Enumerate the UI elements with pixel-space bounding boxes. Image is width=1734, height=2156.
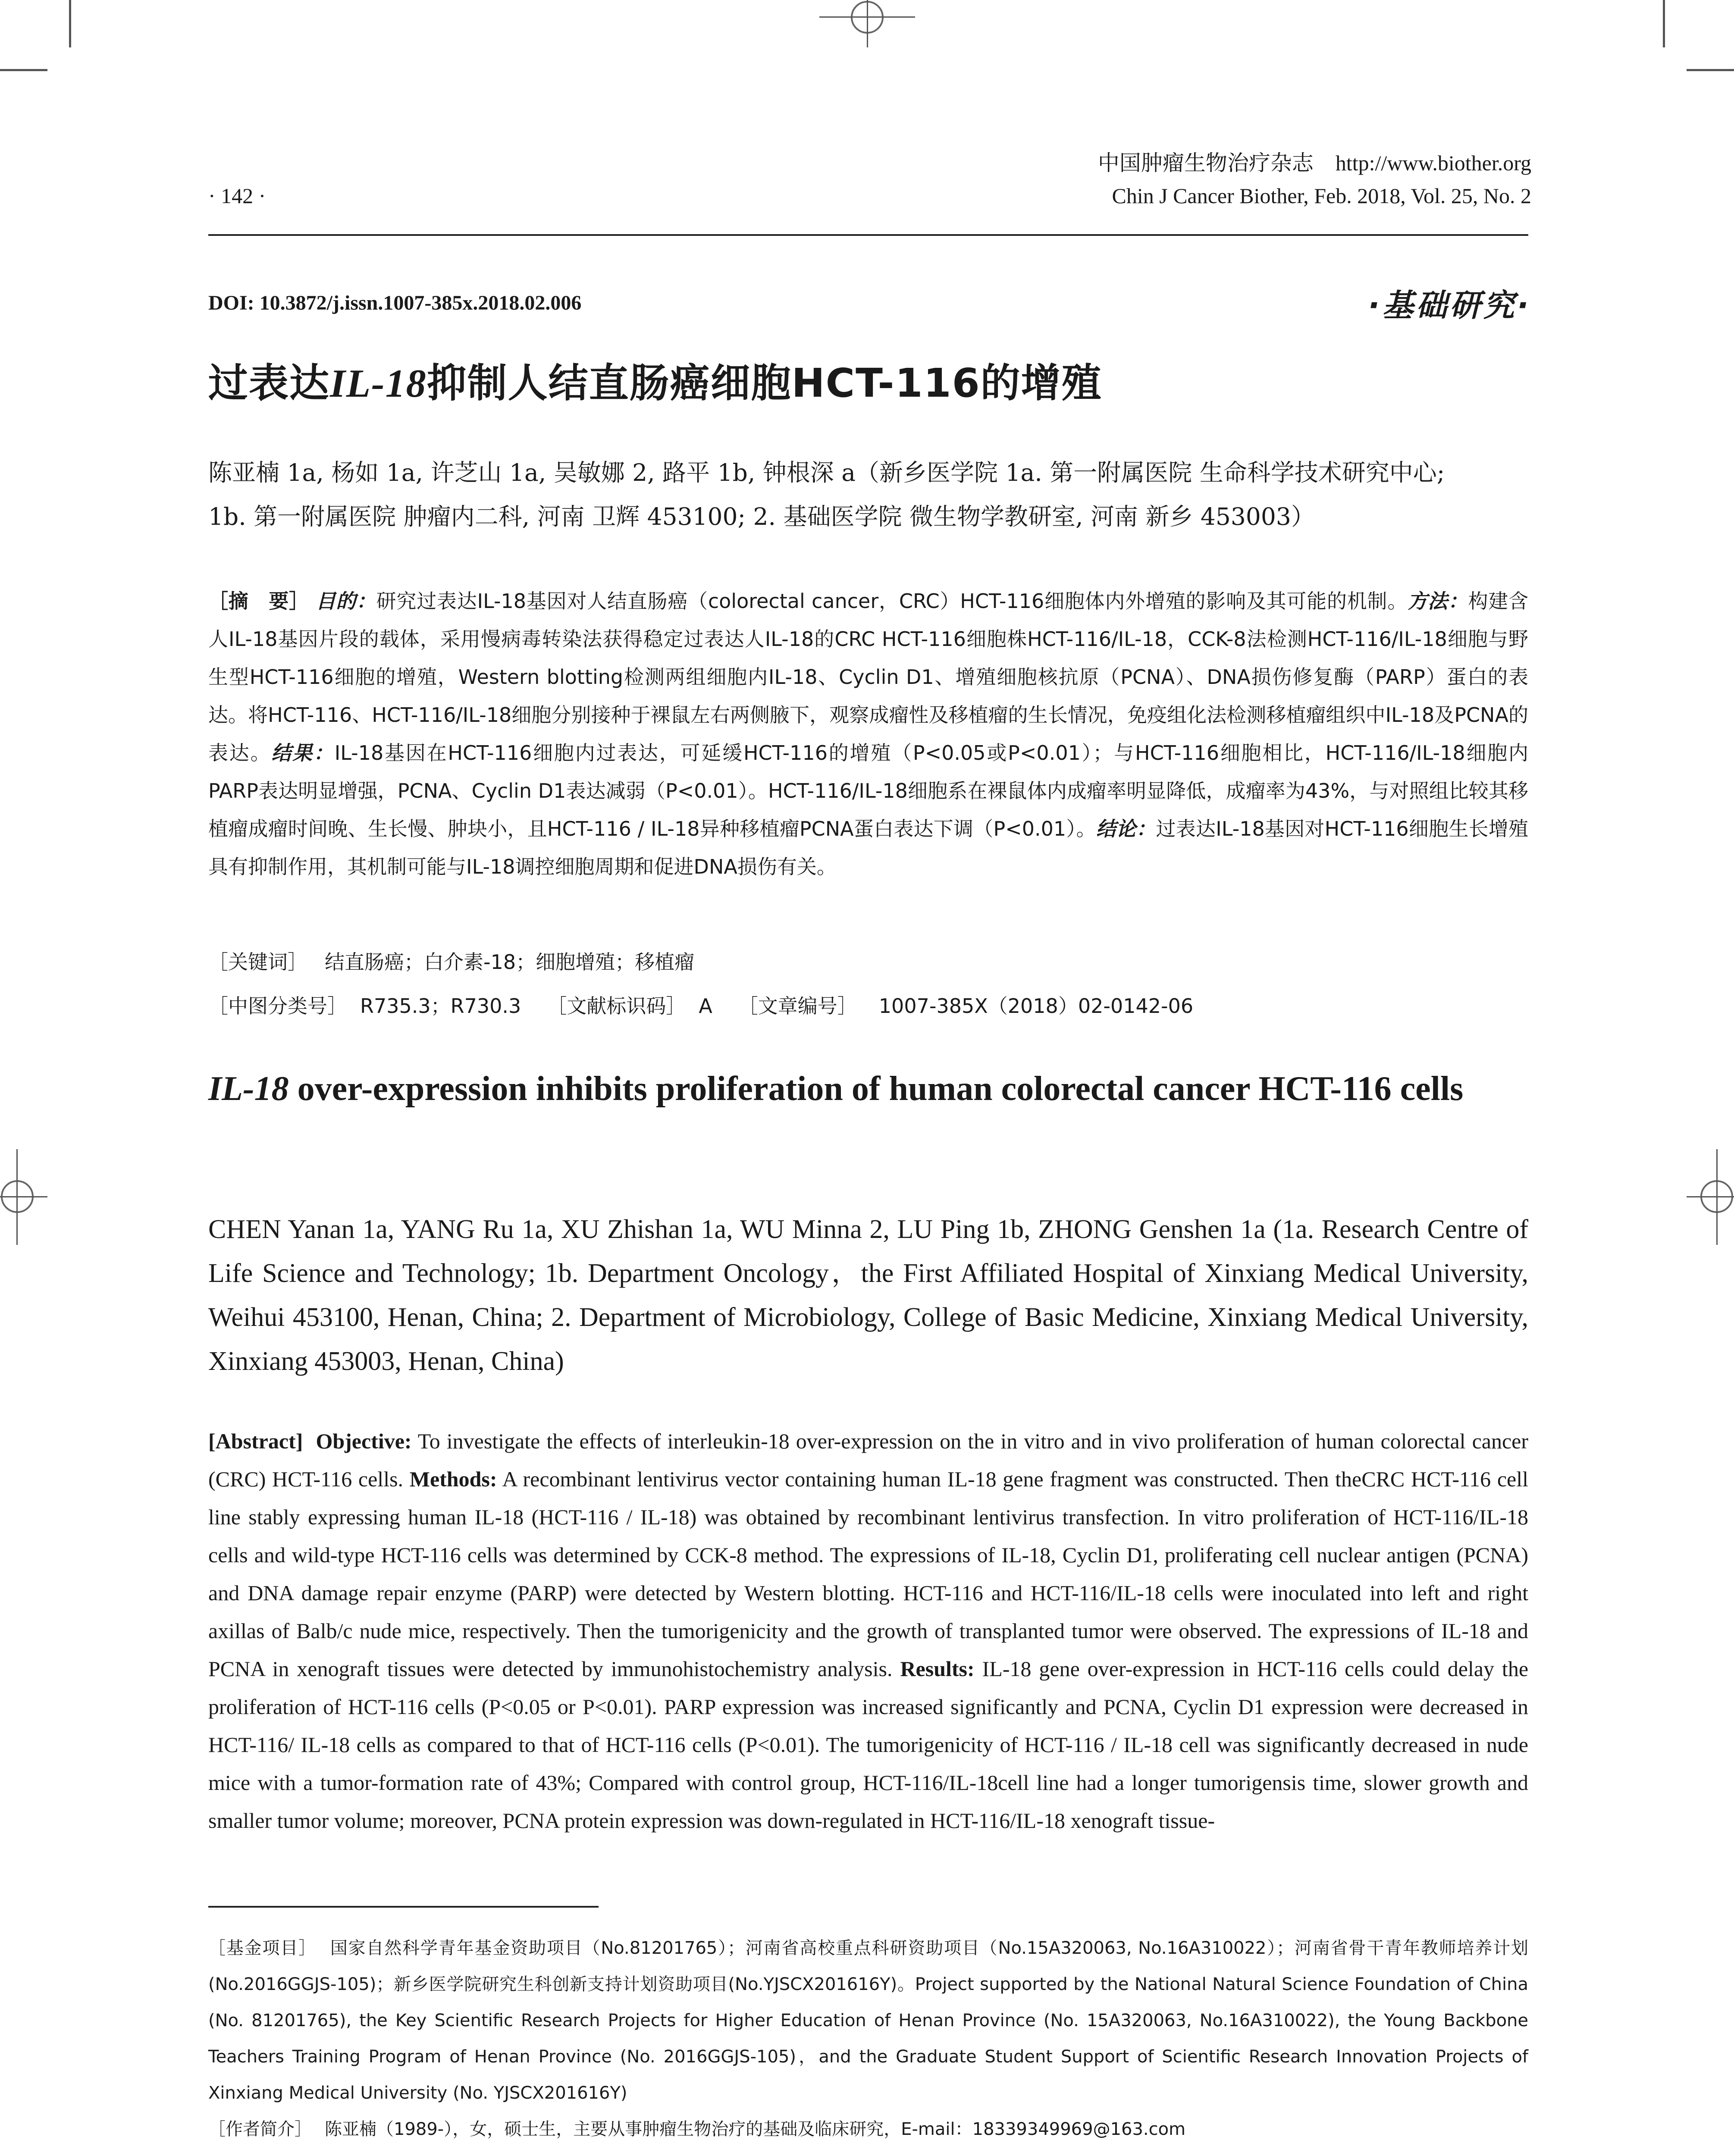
crop-mark-top-right-h <box>1687 69 1734 71</box>
footnote-corresponding <box>208 2147 1528 2156</box>
crop-mark-top-left-v <box>69 0 71 47</box>
results-zh: IL-18基因在HCT-116细胞内过表达，可延缓HCT-116的增殖（P<0.05或P<0.01）；与HCT-116细胞相比，HCT-116/IL-18细胞内PARP表达明显增强，PCNA、Cyclin D1表达减弱（P<0.01）。HCT-116/IL-18细胞系在裸鼠体内成瘤率明显降低，成瘤率为43%，与对照组比较其移植瘤成瘤时间晚、生长慢、肿块小，且HCT-116 / IL-18异种移植瘤PCNA蛋白表达下调（P<0.01）。 <box>208 741 1529 840</box>
methods-en: A recombinant lentivirus vector containing human IL-18 gene fragment was constructed. Then theCRC HCT-116 cell line stably expressing human IL-18 (HCT-116 / IL-18) was obtained by recombinant lentivirus transfection. In vitro proliferation of HCT-116/IL-18 cells and wild-type HCT-116 cells was determined by CCK-8 method. The expressions of IL-18, Cyclin D1, proliferating cell nuclear antigen (PCNA) and DNA damage repair enzyme (PARP) were detected by Western blotting. HCT-116 and HCT-116/IL-18 cells were inoculated into left and right axillas of Balb/c nude mice, respectively. Then the tumorigenicity and the growth of transplanted tumor were observed. The expressions of IL-18 and PCNA in xenograft tissues were detected by immunohistochemistry analysis. <box>208 1467 1529 1681</box>
abstract-en <box>208 1422 1528 1839</box>
title-zh-post: 抑制人结直肠癌细胞HCT-116的增殖 <box>426 360 1102 406</box>
clc-value: R735.3；R730.3 <box>360 994 521 1018</box>
crop-mark-top-left-h <box>0 69 47 71</box>
authors-en: CHEN Yanan 1a, YANG Ru 1a, XU Zhishan 1a, WU Minna 2, LU Ping 1b, ZHONG Genshen 1a (1a. Research Centre of Life Science and Technology; 1b. Department Oncology，the First Affiliated Hospital of Xinxiang Medical University, Weihui 453100, Henan, China; 2. Department of Microbiology, College of Basic Medicine, Xinxiang Medical University, Xinxiang 453003, Henan, China) <box>208 1215 1528 1376</box>
methods-zh: 构建含人IL-18基因片段的载体，采用慢病毒转染法获得稳定过表达人IL-18的CRC HCT-116细胞株HCT-116/IL-18，CCK-8法检测HCT-116/IL-18细胞与野生型HCT-116细胞的增殖，Western blotting检测两组细胞内IL-18、Cyclin D1、增殖细胞核抗原（PCNA）、DNA损伤修复酶（PARP）蛋白的表达。将HCT-116、HCT-116/IL-18细胞分别接种于裸鼠左右两侧腋下，观察成瘤性及移植瘤的生长情况，免疫组化法检测移植瘤组织中IL-18及PCNA的表达。 <box>208 589 1529 765</box>
registration-line-left-v <box>16 1149 18 1245</box>
registration-line-top-v <box>867 0 868 47</box>
title-en-rest: over-expression inhibits proliferation of human colorectal cancer HCT-116 cells <box>297 1070 1464 1108</box>
registration-line-right-v <box>1716 1149 1718 1245</box>
keywords-zh-label: ［关键词］ <box>208 950 307 974</box>
section-tag: ·基础研究· <box>1368 287 1531 323</box>
objective-en-label: Objective: <box>316 1429 412 1453</box>
journal-url[interactable]: http://www.biother.org <box>1335 151 1531 175</box>
funding-text: 国家自然科学青年基金资助项目（No.81201765）；河南省高校重点科研资助项目（No.15A320063, No.16A310022）；河南省骨干青年教师培养计划(No.2016GGJS-105)；新乡医学院研究生科创新支持计划资助项目(No.YJSCX201616Y)。Project supported by the National Natural Science Foundation of China (No. 81201765), the Key Scientific Research Projects for Higher Education of Henan Province (No. 15A320063, No.16A310022), the Young Backbone Teachers Training Program of Henan Province (No. 2016GGJS-105)，and the Graduate Student Support of Scientific Research Innovation Projects of Xinxiang Medical University (No. YJSCX201616Y) <box>208 1938 1529 2103</box>
conclusion-zh-label: 结论： <box>1096 817 1156 840</box>
objective-zh-label: 目的： <box>316 589 376 613</box>
funding-label: ［基金项目］ <box>208 1938 317 1958</box>
page-number: · 142 · <box>208 184 266 208</box>
article-title-zh <box>208 351 1102 408</box>
keywords-zh <box>208 946 694 975</box>
running-header-journal <box>1098 146 1531 177</box>
classification-line <box>208 990 1193 1019</box>
journal-name-cn: 中国肿瘤生物治疗杂志 <box>1097 150 1314 175</box>
title-en-gene: IL-18 <box>208 1070 289 1108</box>
footnote-rule <box>208 1906 599 1908</box>
objective-zh: 研究过表达IL-18基因对人结直肠癌（colorectal cancer，CRC）HCT-116细胞体内外增殖的影响及其可能的机制。 <box>376 589 1408 613</box>
journal-citation: Chin J Cancer Biother, Feb. 2018, Vol. 25, No. 2 <box>1112 184 1531 208</box>
abstract-zh <box>208 582 1528 886</box>
results-en-label: Results: <box>900 1657 975 1681</box>
title-zh-pre: 过表达 <box>208 360 330 406</box>
article-no-label: ［文章编号］ <box>738 994 857 1018</box>
footnote-funding <box>208 1930 1528 2111</box>
conclusion-zh: 过表达IL-18基因对HCT-116细胞生长增殖具有抑制作用，其机制可能与IL-18调控细胞周期和促进DNA损伤有关。 <box>208 817 1528 878</box>
article-no-value: 1007-385X（2018）02-0142-06 <box>878 994 1194 1018</box>
objective-en: To investigate the effects of interleukin-18 over-expression on the in vitro and in vivo proliferation of human colorectal cancer (CRC) HCT-116 cells. <box>208 1429 1528 1491</box>
abstract-en-label: [Abstract] <box>208 1429 303 1453</box>
clc-label: ［中图分类号］ <box>208 994 347 1018</box>
article-title-en <box>208 1063 1528 1115</box>
abstract-zh-label: ［摘 要］ <box>208 589 309 613</box>
authors-zh-line1: 陈亚楠 1a, 杨如 1a, 许芝山 1a, 吴敏娜 2, 路平 1b, 钟根深 a（新乡医学院 1a. 第一附属医院 生命科学技术研究中心; <box>208 459 1445 486</box>
methods-zh-label: 方法： <box>1408 589 1468 613</box>
registration-line-left-h <box>0 1196 47 1197</box>
results-en: IL-18 gene over-expression in HCT-116 cells could delay the proliferation of HCT-116 cells (P<0.05 or P<0.01). PARP expression was increased significantly and PCNA, Cyclin D1 expression were decreased in HCT-116/ IL-18 cells as compared to that of HCT-116 cells (P<0.01). The tumorigenicity of HCT-116 / IL-18 cell was significantly decreased in nude mice with a tumor-formation rate of 43%; Compared with control group, HCT-116/IL-18cell line had a longer tumorigensis time, slower growth and smaller tumor volume; moreover, PCNA protein expression was down-regulated in HCT-116/IL-18 xenograft tissue- <box>208 1657 1529 1833</box>
registration-line-right-h <box>1687 1196 1734 1197</box>
doi[interactable]: DOI: 10.3872/j.issn.1007-385x.2018.02.006 <box>208 291 582 314</box>
keywords-zh-text: 结直肠癌；白介素-18；细胞增殖；移植瘤 <box>325 950 695 974</box>
author-bio-label: ［作者简介］ <box>208 2119 312 2139</box>
doc-code-value: A <box>699 994 712 1018</box>
results-zh-label: 结果： <box>271 741 335 765</box>
authors-zh <box>208 451 1528 539</box>
author-bio-text: 陈亚楠（1989-），女，硕士生，主要从事肿瘤生物治疗的基础及临床研究，E-mail：18339349969@163.com <box>325 2119 1186 2139</box>
crop-mark-top-right-v <box>1663 0 1665 47</box>
authors-zh-line2: 1b. 第一附属医院 肿瘤内二科, 河南 卫辉 453100; 2. 基础医学院 微生物学教研室, 河南 新乡 453003） <box>208 503 1315 530</box>
title-zh-gene: IL-18 <box>330 361 427 405</box>
header-rule <box>208 234 1528 236</box>
footnote-author-bio <box>208 2111 1528 2147</box>
methods-en-label: Methods: <box>409 1467 497 1491</box>
doc-code-label: ［文献标识码］ <box>547 994 686 1018</box>
